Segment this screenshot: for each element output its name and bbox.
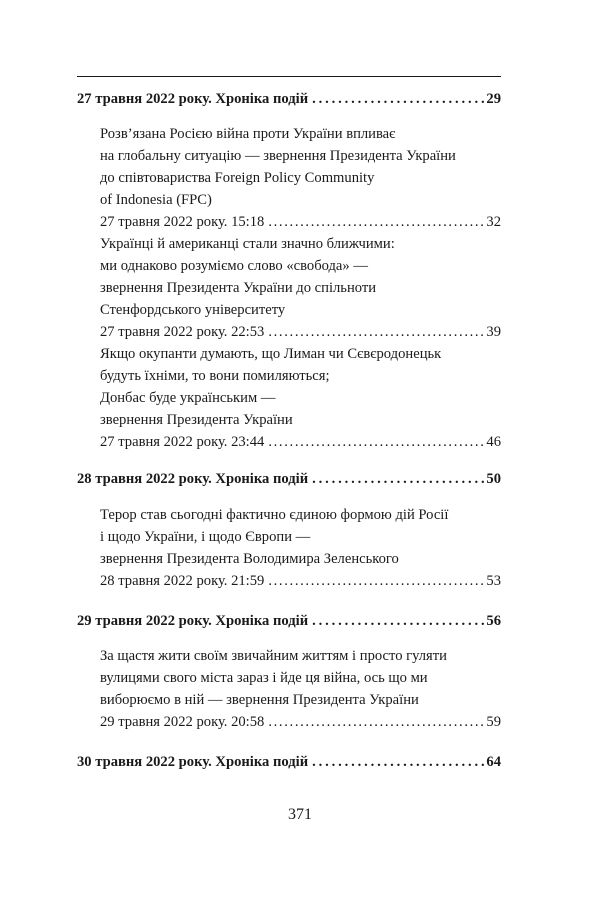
entry-page: 53 (486, 573, 501, 589)
entry-line: За щастя жити своїм звичайним життям і просто гуляти (100, 648, 447, 664)
toc-section-heading[interactable] (77, 610, 501, 632)
leader-dots (268, 711, 484, 733)
page-number: 371 (288, 806, 312, 823)
entry-line: звернення Президента України (100, 412, 293, 428)
leader-dots (312, 468, 484, 490)
entry-line: будуть їхніми, то вони помиляються; (100, 368, 330, 384)
toc-entry[interactable] (100, 123, 501, 233)
toc-section-heading[interactable] (77, 751, 501, 773)
leader-dots (312, 88, 484, 110)
section-title: 28 травня 2022 року. Хроніка подій (77, 471, 309, 487)
section-title: 29 травня 2022 року. Хроніка подій (77, 613, 309, 629)
toc-entry[interactable] (100, 343, 501, 453)
leader-dots (312, 610, 484, 632)
leader-dots (312, 751, 484, 773)
entry-line: Українці й американці стали значно ближчими: (100, 236, 395, 252)
entry-page: 32 (486, 214, 501, 230)
toc-section-heading[interactable] (77, 468, 501, 490)
toc-entry[interactable] (100, 233, 501, 343)
entry-line: до співтовариства Foreign Policy Community (100, 170, 375, 186)
entry-line: вулицями свого міста зараз і йде ця війна, ось що ми (100, 670, 428, 686)
entry-line: Розв’язана Росією війна проти України впливає (100, 126, 396, 142)
leader-dots (268, 570, 484, 592)
entry-line: і щодо України, і щодо Європи — (100, 529, 311, 545)
top-rule (77, 76, 501, 77)
toc-section-heading[interactable] (77, 88, 501, 110)
section-title: 27 травня 2022 року. Хроніка подій (77, 91, 309, 107)
entry-time: 29 травня 2022 року. 20:58 (100, 714, 265, 730)
toc-entry[interactable] (100, 645, 501, 733)
entry-page: 46 (486, 434, 501, 450)
section-page: 50 (486, 471, 501, 487)
entry-line: of Indonesia (FPC) (100, 192, 212, 208)
leader-dots (268, 321, 484, 343)
entry-time: 27 травня 2022 року. 23:44 (100, 434, 265, 450)
entry-line: на глобальну ситуацію — звернення Президента України (100, 148, 456, 164)
leader-dots (268, 431, 484, 453)
section-page: 56 (486, 613, 501, 629)
section-page: 29 (486, 91, 501, 107)
entry-line: звернення Президента Володимира Зеленського (100, 551, 399, 567)
entry-time: 28 травня 2022 року. 21:59 (100, 573, 265, 589)
entry-line: Якщо окупанти думають, що Лиман чи Сєвєродонецьк (100, 346, 442, 362)
entry-line: Терор став сьогодні фактично єдиною формою дій Росії (100, 507, 449, 523)
entry-line: звернення Президента України до спільноти (100, 280, 377, 296)
section-title: 30 травня 2022 року. Хроніка подій (77, 754, 309, 770)
entry-line: Стенфордського університету (100, 302, 286, 318)
entry-line: Донбас буде українським — (100, 390, 276, 406)
entry-time: 27 травня 2022 року. 22:53 (100, 324, 265, 340)
entry-page: 59 (486, 714, 501, 730)
leader-dots (268, 211, 484, 233)
toc-entry[interactable] (100, 504, 501, 592)
section-page: 64 (486, 754, 501, 770)
entry-time: 27 травня 2022 року. 15:18 (100, 214, 265, 230)
entry-page: 39 (486, 324, 501, 340)
entry-line: виборюємо в ній — звернення Президента України (100, 692, 419, 708)
entry-line: ми однаково розуміємо слово «свобода» — (100, 258, 368, 274)
